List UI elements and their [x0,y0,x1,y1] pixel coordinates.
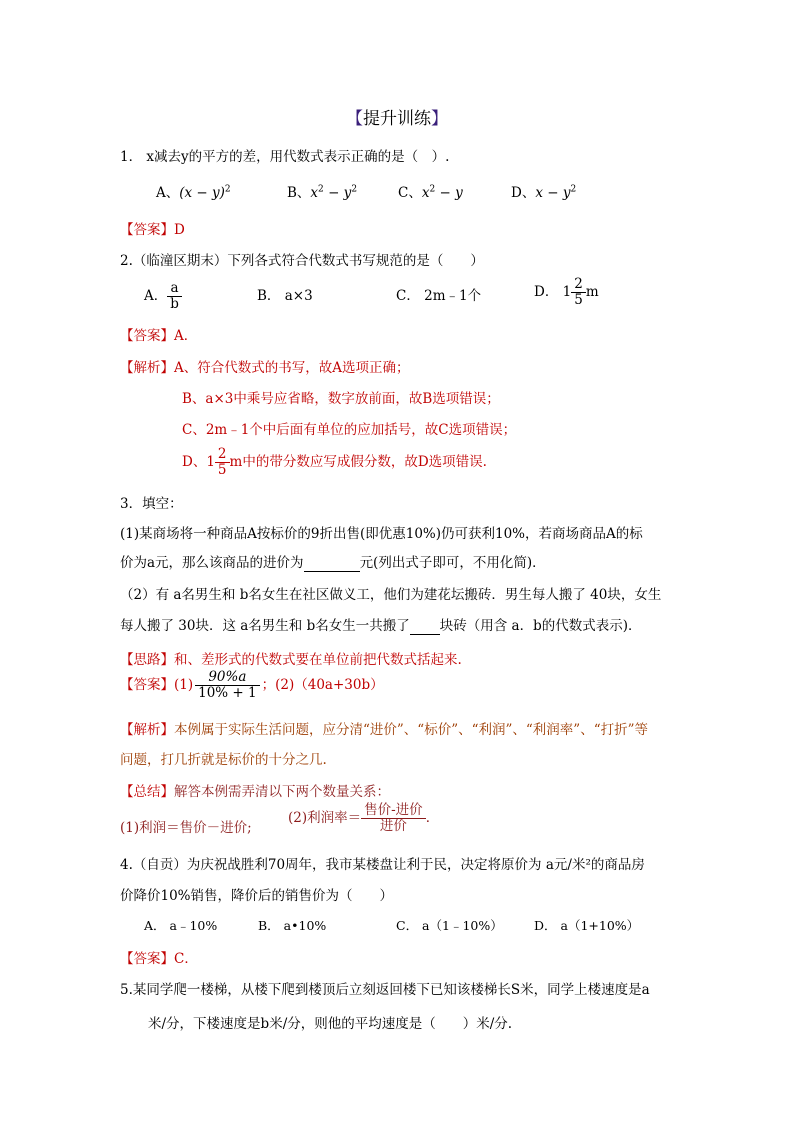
title-bracket-close: 】 [431,109,448,129]
q3-analysis-line2: 问题，打几折就是标价的十分之几. [120,752,327,768]
answer-tag: 【答案】 [120,676,174,693]
q1-stem: 1． x减去y的平方的差，用代数式表示正确的是（ ）. [120,149,450,165]
answer-tag: 【答案】 [120,951,174,967]
q4-answer: 【答案】C． [120,951,198,967]
q1-option-d: D、$x - y^2$ [511,184,577,201]
q3-stem: 3．填空： [120,496,183,512]
q3-part2-line2: 每人搬了 30块．这 a名男生和 b名女生一共搬了 块砖（用含 a．b的代数式表示)． [120,618,642,634]
thought-tag: 【思路】 [120,652,174,668]
q4-option-a: A． a﹣10% [144,918,218,933]
section-title [0,104,794,129]
q3-relation-2: (2)利润率＝ $\frac{\text{售价-进价}}{\text{进价}}$ ． [288,802,440,834]
q2-option-a: A． $\frac{a}{b}$ [144,281,182,312]
analysis-tag: 【解析】 [120,360,174,376]
answer-tag: 【答案】 [120,222,174,238]
title-text: 提升训练 [363,109,431,129]
q5-line2: 米/分，下楼速度是b米/分，则他的平均速度是（ ）米/分. [148,1016,513,1032]
q2-option-d: D． 1 $\frac{2}{5}$ m [534,276,599,308]
analysis-tag: 【解析】 [120,722,174,738]
q3-part1-line2: 价为a元，那么该商品的进价为 元(列出式子即可，不用化简)． [120,555,546,571]
q4-line1: 4.（自贡）为庆祝战胜利70周年，我市某楼盘让利于民，决定将原价为 a元/米²的商品房 [120,857,645,873]
q3-part1-line1: (1)某商场将一种商品A按标价的9折出售(即优惠10%)仍可获利10%，若商场商品A的标 [120,526,643,542]
q3-thought: 【思路】和、差形式的代数式要在单位前把代数式括起来. [120,652,462,668]
q4-option-b: B． a•10% [258,918,327,933]
q3-summary: 【总结】解答本例需弄清以下两个数量关系： [120,784,390,800]
q5-line1: 5.某同学爬一楼梯，从楼下爬到楼顶后立刻返回楼下已知该楼梯长S米，同学上楼速度是a [120,982,650,998]
q2-analysis-a: 【解析】A、符合代数式的书写，故A选项正确； [120,360,410,376]
q3-analysis-line1: 【解析】本例属于实际生活问题，应分清“进价”、“标价”、“利润”、“利润率”、“打折”等 [120,722,649,738]
q2-option-c: C． 2m﹣1个 [396,288,482,304]
q2-option-b: B． a×3 [257,288,313,304]
answer-tag: 【答案】 [120,328,174,344]
q2-analysis-c: C、2m﹣1个中后面有单位的应加括号，故C选项错误； [182,422,517,438]
q1-option-c: C、$x^2 - y$ [398,184,463,201]
q2-answer: 【答案】A． [120,328,198,344]
q3-part2-line1: （2）有 a名男生和 b名女生在社区做义工，他们为建花坛搬砖．男生每人搬了 40块，女生 [120,587,662,603]
q2-analysis-d: D、1 $\frac{2}{5}$ m中的带分数应写成假分数，故D选项错误. [182,446,487,478]
q4-option-d: D． a（1+10%） [534,918,640,933]
q2-analysis-b: B、a×3中乘号应省略，数字放前面，故B选项错误； [182,391,500,407]
summary-tag: 【总结】 [120,784,174,800]
q3-relation-1: (1)利润＝售价－进价; [120,820,252,836]
q1-answer: 【答案】D [120,222,185,238]
q4-option-c: C． a（1﹣10%） [396,918,503,933]
q4-line2: 价降价10%销售，降价后的销售价为（ ） [120,888,394,904]
title-bracket-open: 【 [346,109,363,129]
q1-option-b: B、$x^2 - y^2$ [287,184,358,201]
q1-option-a: A、$(x - y)^2$ [156,184,231,201]
q3-answer: 【答案】(1) $\frac{90\%a}{10\% + 1}$ ；(2)（40a+30b） [120,669,384,701]
q2-stem: 2.（临潼区期末）下列各式符合代数式书写规范的是（ ） [120,253,484,269]
